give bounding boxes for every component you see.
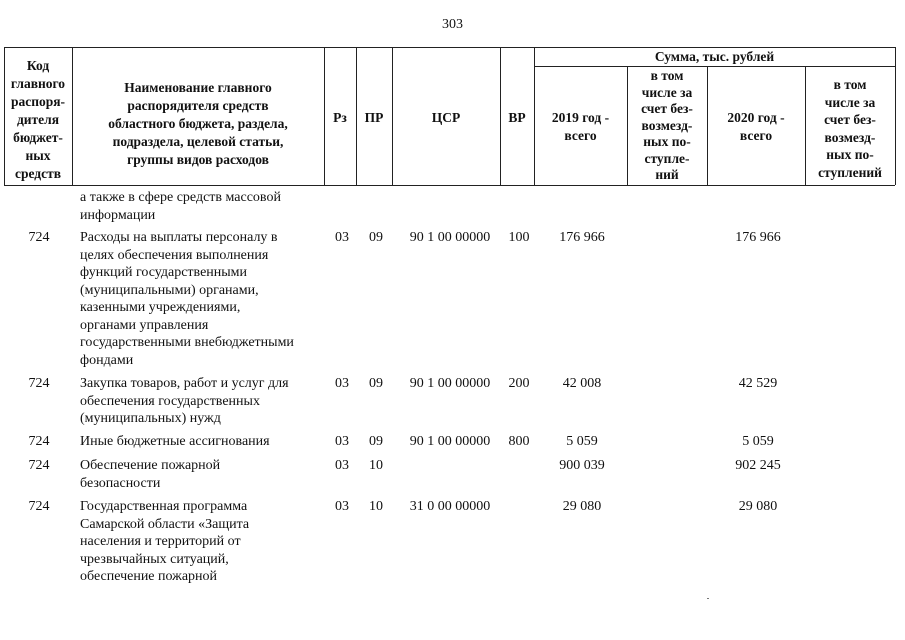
row-sum-2020: 42 529	[738, 376, 778, 391]
row-pr: 09	[369, 230, 383, 245]
header-bottom-border	[4, 185, 895, 186]
header-sum-group: Сумма, тыс. рублей	[654, 49, 775, 64]
continuation-text: а также в сфере средств массовой информации	[80, 190, 281, 223]
col-divider	[895, 47, 896, 185]
row-name: Государственная программа Самарской области «Защита населения и территорий от чрезвычайных ситуаций, обеспечение пожарной	[80, 499, 250, 584]
row-name: Обеспечение пожарной безопасности	[80, 458, 221, 491]
row-sum-2020: 176 966	[735, 230, 781, 245]
row-sum-2020: 5 059	[742, 434, 774, 449]
header-pr: ПР	[364, 110, 384, 125]
header-code: Код главного распоря- дителя бюджет- ных средств	[10, 58, 66, 181]
header-2019-free: в том числе за счет без- возмезд- ных по- ступле- ний	[641, 68, 693, 182]
row-sum-2019: 900 039	[559, 458, 605, 473]
row-code: 724	[28, 458, 50, 473]
row-rz: 03	[335, 230, 349, 245]
row-code: 724	[28, 434, 50, 449]
row-rz: 03	[335, 376, 349, 391]
row-vr: 100	[508, 230, 530, 245]
scan-speck	[707, 598, 709, 599]
row-name: Иные бюджетные ассигнования	[80, 434, 270, 449]
row-csr: 90 1 00 00000	[409, 230, 491, 245]
row-sum-2019: 5 059	[566, 434, 598, 449]
row-csr: 90 1 00 00000	[409, 434, 491, 449]
row-sum-2019: 176 966	[559, 230, 605, 245]
row-sum-2019: 42 008	[562, 376, 602, 391]
row-rz: 03	[335, 434, 349, 449]
row-name: Расходы на выплаты персоналу в целях обеспечения выполнения функций государственными (муниципальными) органами, казенными учреждениями, органами управления государственными внебюджетными фондами	[80, 230, 294, 368]
row-vr: 200	[508, 376, 530, 391]
row-code: 724	[28, 230, 50, 245]
header-name: Наименование главного распорядителя средств областного бюджета, раздела, подраздела, целевой статьи, группы видов расходов	[108, 80, 288, 167]
row-sum-2020: 902 245	[735, 458, 781, 473]
row-vr: 800	[508, 434, 530, 449]
row-sum-2020: 29 080	[738, 499, 778, 514]
row-code: 724	[28, 376, 50, 391]
header-csr: ЦСР	[431, 110, 461, 125]
row-pr: 10	[369, 458, 383, 473]
header-2020-free: в том числе за счет без- возмезд- ных по- ступлений	[818, 77, 882, 180]
row-code: 724	[28, 499, 50, 514]
row-rz: 03	[335, 458, 349, 473]
header-2019-total: 2019 год - всего	[551, 110, 610, 143]
sum-group-divider	[534, 66, 895, 67]
row-csr: 90 1 00 00000	[409, 376, 491, 391]
row-sum-2019: 29 080	[562, 499, 602, 514]
row-name: Закупка товаров, работ и услуг для обеспечения государственных (муниципальных) нужд	[80, 376, 289, 426]
header-rz: Рз	[333, 110, 347, 125]
row-pr: 10	[369, 499, 383, 514]
row-pr: 09	[369, 434, 383, 449]
header-2020-total: 2020 год - всего	[727, 110, 785, 143]
page-number: 303	[442, 17, 463, 32]
row-csr: 31 0 00 00000	[409, 499, 491, 514]
header-vr: ВР	[508, 110, 526, 125]
row-pr: 09	[369, 376, 383, 391]
row-rz: 03	[335, 499, 349, 514]
